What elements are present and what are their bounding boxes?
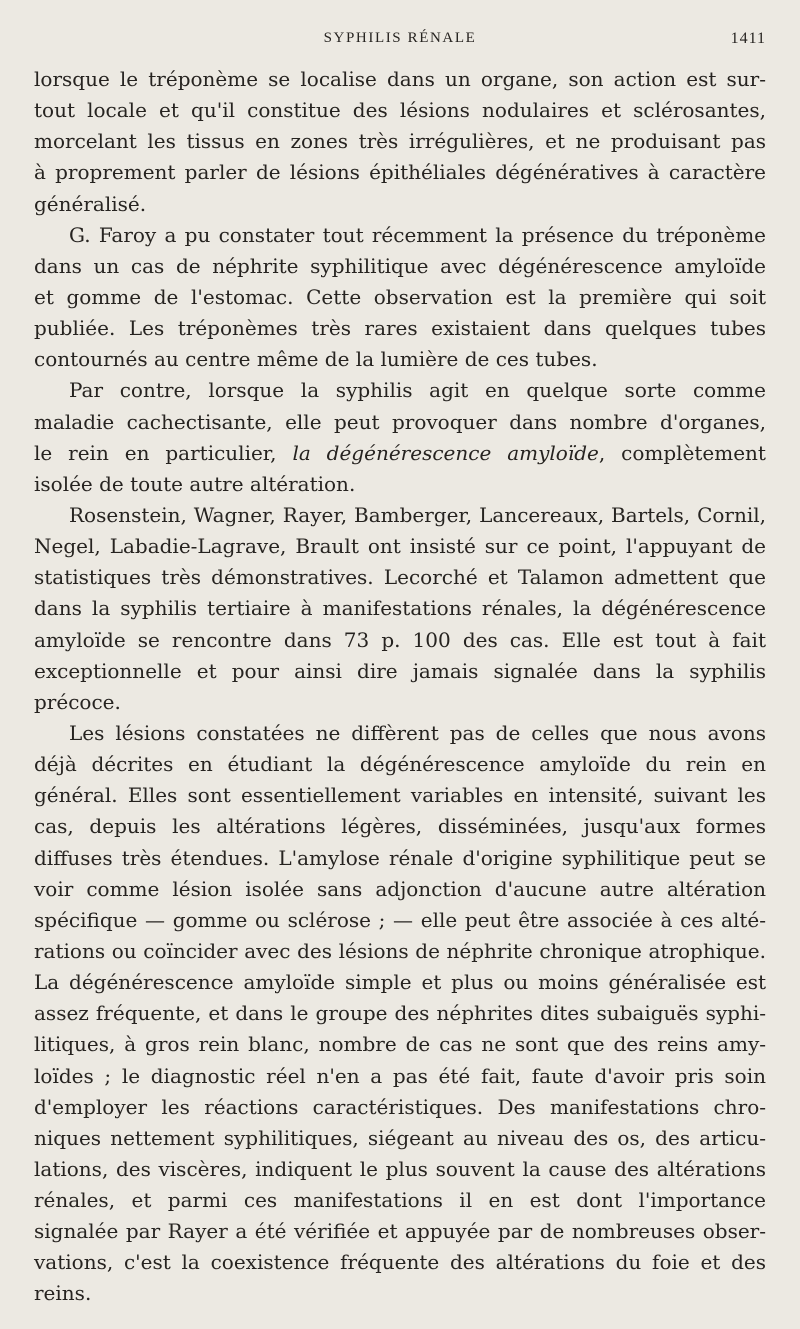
line-text: , complètement <box>598 440 766 465</box>
text-line: niques nettement syphilitiques, siégeant au niveau des os, des articu- <box>34 1125 766 1150</box>
text-line: La dégénérescence amyloïde simple et plus ou moins généralisée est <box>34 970 766 995</box>
text-line: lorsque le tréponème se localise dans un organe, son action est sur- <box>34 67 766 91</box>
text-line: déjà décrites en étudiant la dégénérescence amyloïde du rein en <box>34 752 766 777</box>
text-line: assez fréquente, et dans le groupe des néphrites dites subaiguës syphi- <box>34 1001 766 1026</box>
text-line: reins. <box>34 1281 92 1306</box>
text-line: vations, c'est la coexistence fréquente des altérations du foie et des <box>34 1250 766 1275</box>
text-line: isolée de toute autre altération. <box>34 471 356 496</box>
text-line: dans la syphilis tertiaire à manifestations rénales, la dégénérescence <box>34 596 766 621</box>
text-line: publiée. Les tréponèmes très rares existaient dans quelques tubes <box>34 316 766 341</box>
text-line: voir comme lésion isolée sans adjonction d'aucune autre altération <box>34 876 766 901</box>
text-line: signalée par Rayer a été vérifiée et appuyée par de nombreuses obser- <box>34 1219 766 1244</box>
text-line: à proprement parler de lésions épithéliales dégénératives à caractère <box>34 160 766 185</box>
text-line: loïdes ; le diagnostic réel n'en a pas été fait, faute d'avoir pris soin <box>34 1063 766 1088</box>
paragraph-first-line: G. Faroy a pu constater tout récemment la présence du tréponème <box>69 222 766 247</box>
text-line: général. Elles sont essentiellement variables en intensité, suivant les <box>34 783 766 808</box>
text-line: Negel, Labadie-Lagrave, Brault ont insisté sur ce point, l'appuyant de <box>34 534 766 559</box>
text-line-with-emphasis <box>34 438 766 469</box>
text-line: maladie cachectisante, elle peut provoquer dans nombre d'organes, <box>34 409 766 434</box>
text-line: dans un cas de néphrite syphilitique avec dégénérescence amyloïde <box>34 253 766 278</box>
text-line: lations, des viscères, indiquent le plus souvent la cause des altérations <box>34 1156 766 1181</box>
line-text: le rein en particulier, <box>34 440 293 465</box>
italic-emphasis: la dégénérescence amyloïde <box>292 440 599 465</box>
text-line: tout locale et qu'il constitue des lésions nodulaires et sclérosantes, <box>34 98 766 123</box>
text-line: rénales, et parmi ces manifestations il en est dont l'importance <box>34 1188 766 1213</box>
text-line: d'employer les réactions caractéristiques. Des manifestations chro- <box>34 1094 766 1119</box>
text-line: et gomme de l'estomac. Cette observation est la première qui soit <box>34 284 766 309</box>
text-line: cas, depuis les altérations légères, disséminées, jusqu'aux formes <box>34 814 766 839</box>
text-line: rations ou coïncider avec des lésions de néphrite chronique atrophique. <box>34 938 766 963</box>
text-line: diffuses très étendues. L'amylose rénale d'origine syphilitique peut se <box>34 845 766 870</box>
text-line: litiques, à gros rein blanc, nombre de cas ne sont que des reins amy- <box>34 1032 766 1057</box>
text-line: amyloïde se rencontre dans 73 p. 100 des cas. Elle est tout à fait <box>34 627 766 652</box>
text-line: précoce. <box>34 689 121 714</box>
text-line: contournés au centre même de la lumière de ces tubes. <box>34 347 598 372</box>
body-text <box>34 64 766 1310</box>
paragraph-first-line: Les lésions constatées ne diffèrent pas de celles que nous avons <box>69 720 766 745</box>
text-line: spécifique — gomme ou sclérose ; — elle peut être associée à ces alté- <box>34 907 766 932</box>
text-line: généralisé. <box>34 191 147 216</box>
paragraph-first-line: Par contre, lorsque la syphilis agit en quelque sorte comme <box>69 378 766 403</box>
paragraph-first-line: Rosenstein, Wagner, Rayer, Bamberger, Lancereaux, Bartels, Cornil, <box>69 502 766 527</box>
page-header <box>34 30 766 60</box>
running-title: SYPHILIS RÉNALE <box>323 30 477 46</box>
page-number: 1411 <box>730 30 766 47</box>
text-line: exceptionnelle et pour ainsi dire jamais signalée dans la syphilis <box>34 658 766 683</box>
text-line: statistiques très démonstratives. Lecorché et Talamon admettent que <box>34 565 766 590</box>
text-line: morcelant les tissus en zones très irrégulières, et ne produisant pas <box>34 129 766 154</box>
